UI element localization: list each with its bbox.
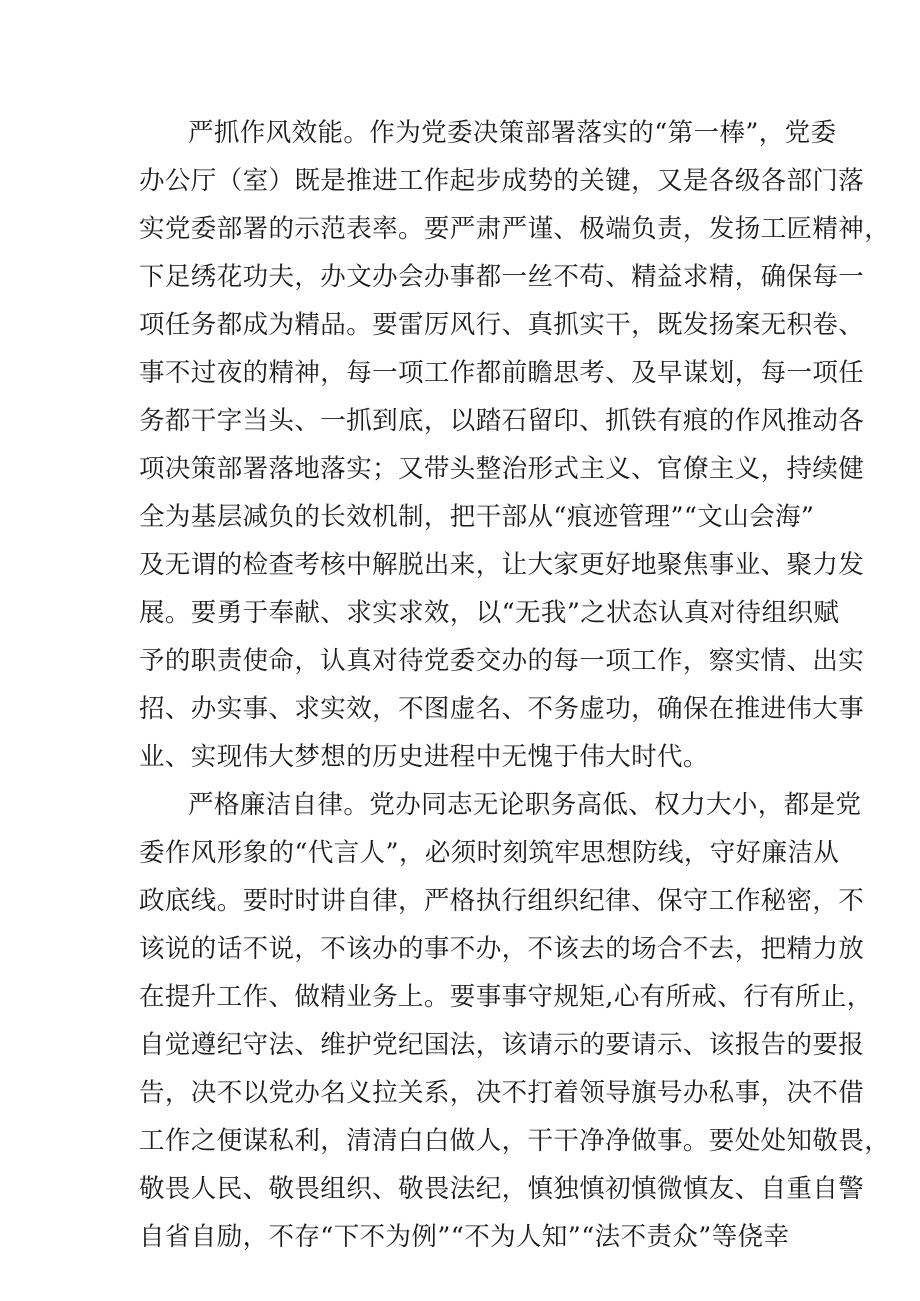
text-line: 委作风形象的“代言人”，必须时刻筑牢思想防线，守好廉洁从 (139, 838, 840, 868)
text-line: 务都干字当头、一抓到底，以踏石留印、抓铁有痕的作风推动各 (139, 406, 865, 436)
text-line: 展。要勇于奉献、求实求效，以“无我”之状态认真对待组织赋 (139, 598, 840, 628)
text-line: 办公厅（室）既是推进工作起步成势的关键，又是各级各部门落 (139, 166, 865, 196)
text-line: 敬畏人民、敬畏组织、敬畏法纪，慎独慎初慎微慎友、自重自警 (139, 1174, 865, 1204)
text-line: 事不过夜的精神，每一项工作都前瞻思考、及早谋划，每一项任 (139, 358, 865, 388)
text-line: 该说的话不说，不该办的事不办，不该去的场合不去，把精力放 (139, 934, 865, 964)
text-line: 项决策部署落地落实；又带头整治形式主义、官僚主义，持续健 (139, 454, 865, 484)
text-line: 予的职责使命，认真对待党委交办的每一项工作，察实情、出实 (139, 646, 865, 676)
text-line: 及无谓的检查考核中解脱出来，让大家更好地聚焦事业、聚力发 (139, 550, 865, 580)
text-line: 业、实现伟大梦想的历史进程中无愧于伟大时代。 (139, 742, 709, 772)
text-line: 实党委部署的示范表率。要严肃严谨、极端负责，发扬工匠精神， (139, 214, 891, 244)
text-line: 在提升工作、做精业务上。要事事守规矩,心有所戒、行有所止， (139, 982, 873, 1012)
text-line: 自觉遵纪守法、维护党纪国法，该请示的要请示、该报告的要报 (139, 1030, 865, 1060)
text-line: 招、办实事、求实效，不图虚名、不务虚功，确保在推进伟大事 (139, 694, 865, 724)
text-line: 项任务都成为精品。要雷厉风行、真抓实干，既发扬案无积卷、 (139, 310, 865, 340)
text-line: 全为基层减负的长效机制，把干部从“痕迹管理”“文山会海” (139, 502, 815, 532)
text-line: 告，决不以党办名义拉关系，决不打着领导旗号办私事，决不借 (139, 1078, 865, 1108)
text-line: 下足绣花功夫，办文办会办事都一丝不苟、精益求精，确保每一 (139, 262, 865, 292)
text-line: 政底线。要时时讲自律，严格执行组织纪律、保守工作秘密，不 (139, 886, 865, 916)
text-line: 工作之便谋私利，清清白白做人，干干净净做事。要处处知敬畏， (139, 1126, 891, 1156)
text-line: 严格廉洁自律。党办同志无论职务高低、权力大小，都是党 (188, 790, 862, 820)
text-line: 自省自励，不存“下不为例”“不为人知”“法不责众”等侥幸 (139, 1222, 790, 1252)
text-line: 严抓作风效能。作为党委决策部署落实的“第一棒”，党委 (188, 118, 837, 148)
